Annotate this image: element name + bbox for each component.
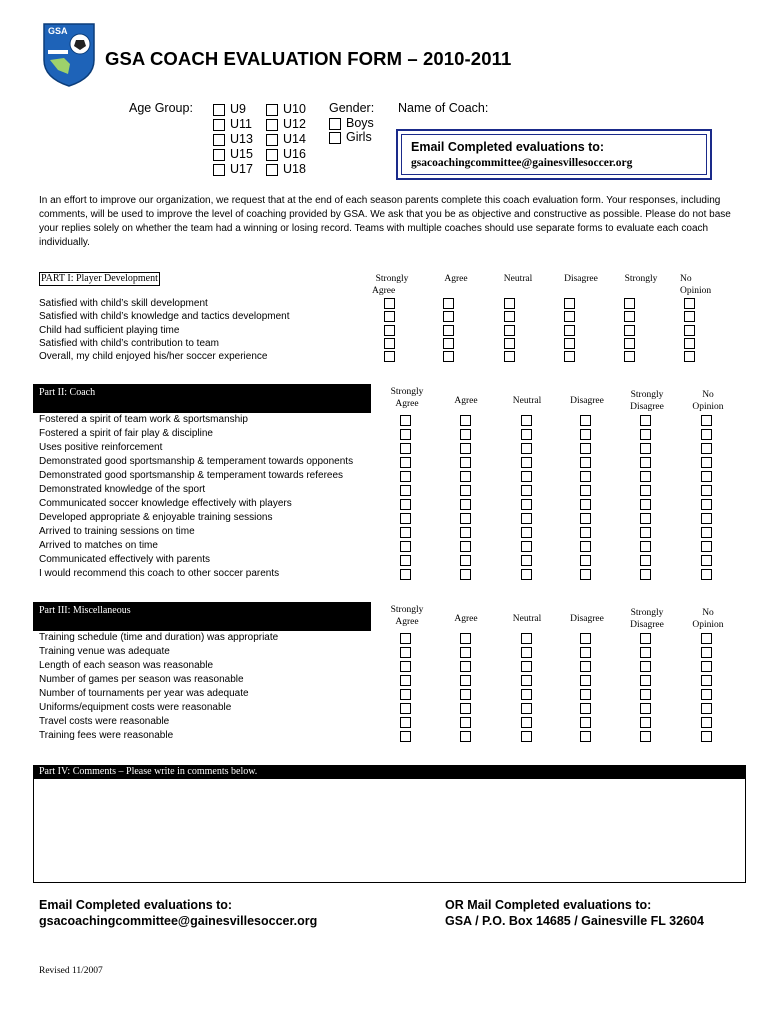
rating-checkbox[interactable] — [521, 457, 532, 468]
part3-col-agree: Agree — [454, 614, 478, 624]
row-label: Developed appropriate & enjoyable training sessions — [39, 512, 273, 523]
rating-checkbox[interactable] — [701, 675, 712, 686]
part1-col-strongly-agree: Strongly Agree — [372, 274, 409, 296]
part3-title: Part III: Miscellaneous — [39, 605, 131, 616]
rating-checkbox[interactable] — [460, 675, 471, 686]
rating-checkbox[interactable] — [564, 351, 575, 362]
part1-title: PART I: Player Development — [41, 273, 158, 284]
rating-checkbox[interactable] — [521, 689, 532, 700]
rating-checkbox[interactable] — [701, 661, 712, 672]
comments-area[interactable] — [33, 779, 746, 883]
rating-checkbox[interactable] — [400, 675, 411, 686]
rating-checkbox[interactable] — [580, 647, 591, 658]
footer-email-title: Email Completed evaluations to: — [39, 898, 233, 912]
rating-checkbox[interactable] — [460, 541, 471, 552]
rating-checkbox[interactable] — [701, 527, 712, 538]
rating-checkbox[interactable] — [580, 429, 591, 440]
rating-checkbox[interactable] — [460, 569, 471, 580]
rating-checkbox[interactable] — [443, 338, 454, 349]
age-group-label: Age Group: — [129, 101, 193, 115]
rating-checkbox[interactable] — [701, 443, 712, 454]
rating-checkbox[interactable] — [521, 569, 532, 580]
intro-paragraph: In an effort to improve our organization, we request that at the end of each season parents complete this coach evaluation form. Your responses, including comments, will be used to improve the level of coaching provided by GSA. We ask that you be as objective and constructive as possible. Please do not base your replies solely on whether the team had a winning or losing record. Teams with multiple coaches should use separate forms to evaluate each coach individually. — [39, 195, 731, 248]
email-box-address[interactable]: gsacoachingcommittee@gainesvillesoccer.org — [411, 157, 633, 169]
rating-checkbox[interactable] — [640, 513, 651, 524]
part3-col-strongly-agree: Strongly Agree — [390, 605, 424, 627]
rating-checkbox[interactable] — [400, 499, 411, 510]
rating-checkbox[interactable] — [521, 527, 532, 538]
rating-checkbox[interactable] — [384, 351, 395, 362]
page-title: GSA COACH EVALUATION FORM – 2010-2011 — [105, 48, 512, 69]
rating-checkbox[interactable] — [580, 661, 591, 672]
row-label: Communicated effectively with parents — [39, 554, 211, 565]
rating-checkbox[interactable] — [684, 338, 695, 349]
rating-checkbox[interactable] — [504, 338, 515, 349]
row-label: Length of each season was reasonable — [39, 660, 214, 671]
rating-checkbox[interactable] — [640, 689, 651, 700]
rating-checkbox[interactable] — [640, 541, 651, 552]
rating-checkbox[interactable] — [400, 633, 411, 644]
rating-checkbox[interactable] — [504, 311, 515, 322]
rating-checkbox[interactable] — [460, 527, 471, 538]
rating-checkbox[interactable] — [521, 513, 532, 524]
row-label: Fostered a spirit of fair play & discipline — [39, 428, 213, 439]
age-group-u15-label: U15 — [230, 147, 253, 161]
age-group-u10-label: U10 — [283, 102, 306, 116]
rating-checkbox[interactable] — [580, 689, 591, 700]
part2-col-neutral: Neutral — [512, 396, 542, 406]
age-group-u18-label: U18 — [283, 162, 306, 176]
age-group-u18-checkbox[interactable] — [266, 164, 278, 176]
age-group-u12-label: U12 — [283, 117, 306, 131]
rating-checkbox[interactable] — [384, 338, 395, 349]
rating-checkbox[interactable] — [640, 731, 651, 742]
rating-checkbox[interactable] — [400, 555, 411, 566]
rating-checkbox[interactable] — [701, 633, 712, 644]
rating-checkbox[interactable] — [443, 311, 454, 322]
age-group-u16-label: U16 — [283, 147, 306, 161]
rating-checkbox[interactable] — [624, 298, 635, 309]
rating-checkbox[interactable] — [580, 527, 591, 538]
rating-checkbox[interactable] — [580, 633, 591, 644]
rating-checkbox[interactable] — [580, 415, 591, 426]
rating-checkbox[interactable] — [460, 443, 471, 454]
rating-checkbox[interactable] — [443, 298, 454, 309]
age-group-u13-label: U13 — [230, 132, 253, 146]
rating-checkbox[interactable] — [460, 485, 471, 496]
part1-col-disagree: Disagree — [564, 274, 598, 284]
row-label: Uniforms/equipment costs were reasonable — [39, 702, 232, 713]
rating-checkbox[interactable] — [400, 689, 411, 700]
row-label: Training schedule (time and duration) was appropriate — [39, 632, 279, 643]
rating-checkbox[interactable] — [640, 415, 651, 426]
rating-checkbox[interactable] — [640, 717, 651, 728]
rating-checkbox[interactable] — [521, 661, 532, 672]
rating-checkbox[interactable] — [504, 351, 515, 362]
rating-checkbox[interactable] — [701, 513, 712, 524]
part1-col-strongly: Strongly — [624, 274, 658, 284]
rating-checkbox[interactable] — [460, 703, 471, 714]
rating-checkbox[interactable] — [580, 457, 591, 468]
rating-checkbox[interactable] — [400, 485, 411, 496]
rating-checkbox[interactable] — [521, 443, 532, 454]
rating-checkbox[interactable] — [684, 351, 695, 362]
rating-checkbox[interactable] — [580, 541, 591, 552]
rating-checkbox[interactable] — [460, 429, 471, 440]
age-group-u14-label: U14 — [283, 132, 306, 146]
rating-checkbox[interactable] — [521, 485, 532, 496]
rating-checkbox[interactable] — [460, 457, 471, 468]
rating-checkbox[interactable] — [400, 647, 411, 658]
rating-checkbox[interactable] — [640, 555, 651, 566]
age-group-u9-label: U9 — [230, 102, 246, 116]
row-label: I would recommend this coach to other soccer parents — [39, 568, 280, 579]
row-label: Demonstrated good sportsmanship & temperament towards referees — [39, 470, 344, 481]
age-group-u14-checkbox[interactable] — [266, 134, 278, 146]
rating-checkbox[interactable] — [684, 298, 695, 309]
email-box — [396, 129, 712, 180]
part3-col-no-opinion: No Opinion — [692, 608, 724, 630]
part1-col-agree: Agree — [444, 274, 468, 284]
gender-girls-label: Girls — [346, 130, 372, 144]
rating-checkbox[interactable] — [580, 717, 591, 728]
revised-date: Revised 11/2007 — [39, 966, 103, 976]
row-label: Fostered a spirit of team work & sportsmanship — [39, 414, 248, 425]
rating-checkbox[interactable] — [521, 703, 532, 714]
age-group-u17-checkbox[interactable] — [213, 164, 225, 176]
rating-checkbox[interactable] — [384, 325, 395, 336]
row-label: Number of tournaments per year was adequate — [39, 688, 249, 699]
rating-checkbox[interactable] — [521, 633, 532, 644]
row-label: Communicated soccer knowledge effectively with players — [39, 498, 292, 509]
rating-checkbox[interactable] — [443, 325, 454, 336]
rating-checkbox[interactable] — [640, 569, 651, 580]
footer-email-address[interactable]: gsacoachingcommittee@gainesvillesoccer.org — [39, 914, 318, 928]
part1-col-no-opinion: No Opinion — [680, 274, 712, 296]
gender-label: Gender: — [329, 101, 375, 115]
gender-boys-checkbox[interactable] — [329, 118, 341, 130]
row-label: Travel costs were reasonable — [39, 716, 170, 727]
age-group-u9-checkbox[interactable] — [213, 104, 225, 116]
row-label: Child had sufficient playing time — [39, 324, 180, 336]
rating-checkbox[interactable] — [624, 338, 635, 349]
rating-checkbox[interactable] — [580, 499, 591, 510]
rating-checkbox[interactable] — [624, 351, 635, 362]
rating-checkbox[interactable] — [640, 429, 651, 440]
part3-col-neutral: Neutral — [512, 614, 542, 624]
rating-checkbox[interactable] — [460, 555, 471, 566]
rating-checkbox[interactable] — [460, 499, 471, 510]
rating-checkbox[interactable] — [521, 429, 532, 440]
row-label: Overall, my child enjoyed his/her soccer experience — [39, 351, 268, 363]
rating-checkbox[interactable] — [400, 661, 411, 672]
part2-col-no-opinion: No Opinion — [692, 390, 724, 412]
rating-checkbox[interactable] — [521, 675, 532, 686]
rating-checkbox[interactable] — [580, 513, 591, 524]
rating-checkbox[interactable] — [640, 633, 651, 644]
rating-checkbox[interactable] — [521, 499, 532, 510]
rating-checkbox[interactable] — [521, 415, 532, 426]
rating-checkbox[interactable] — [400, 443, 411, 454]
part3-col-disagree: Disagree — [570, 614, 604, 624]
age-group-u16-checkbox[interactable] — [266, 149, 278, 161]
rating-checkbox[interactable] — [580, 471, 591, 482]
rating-checkbox[interactable] — [640, 675, 651, 686]
part2-col-strongly-disagree: Strongly Disagree — [630, 390, 664, 412]
row-label: Training venue was adequate — [39, 646, 170, 657]
age-group-u11-checkbox[interactable] — [213, 119, 225, 131]
rating-checkbox[interactable] — [460, 689, 471, 700]
row-label: Training fees were reasonable — [39, 730, 174, 741]
rating-checkbox[interactable] — [640, 443, 651, 454]
logo-text: GSA — [48, 26, 68, 36]
rating-checkbox[interactable] — [701, 717, 712, 728]
rating-checkbox[interactable] — [400, 731, 411, 742]
rating-checkbox[interactable] — [580, 443, 591, 454]
row-label: Satisfied with child’s contribution to team — [39, 337, 219, 349]
rating-checkbox[interactable] — [443, 351, 454, 362]
rating-checkbox[interactable] — [460, 717, 471, 728]
rating-checkbox[interactable] — [701, 485, 712, 496]
part2-col-strongly-agree: Strongly Agree — [390, 387, 424, 409]
rating-checkbox[interactable] — [521, 555, 532, 566]
rating-checkbox[interactable] — [701, 569, 712, 580]
rating-checkbox[interactable] — [460, 513, 471, 524]
part2-col-agree: Agree — [454, 396, 478, 406]
age-group-u13-checkbox[interactable] — [213, 134, 225, 146]
rating-checkbox[interactable] — [701, 731, 712, 742]
rating-checkbox[interactable] — [460, 661, 471, 672]
rating-checkbox[interactable] — [640, 703, 651, 714]
row-label: Arrived to matches on time — [39, 540, 158, 551]
rating-checkbox[interactable] — [521, 647, 532, 658]
rating-checkbox[interactable] — [701, 703, 712, 714]
rating-checkbox[interactable] — [400, 429, 411, 440]
footer-mail-title: OR Mail Completed evaluations to: — [445, 898, 652, 912]
rating-checkbox[interactable] — [580, 555, 591, 566]
row-label: Satisfied with child’s skill development — [39, 298, 208, 309]
rating-checkbox[interactable] — [564, 325, 575, 336]
footer-mail-address: GSA / P.O. Box 14685 / Gainesville FL 32604 — [445, 914, 704, 928]
rating-checkbox[interactable] — [521, 717, 532, 728]
rating-checkbox[interactable] — [564, 298, 575, 309]
rating-checkbox[interactable] — [400, 415, 411, 426]
part1-col-neutral: Neutral — [503, 274, 533, 284]
rating-checkbox[interactable] — [701, 555, 712, 566]
coach-name-label: Name of Coach: — [398, 101, 489, 115]
rating-checkbox[interactable] — [701, 471, 712, 482]
rating-checkbox[interactable] — [460, 731, 471, 742]
age-group-u11-label: U11 — [230, 117, 253, 131]
rating-checkbox[interactable] — [400, 513, 411, 524]
rating-checkbox[interactable] — [580, 731, 591, 742]
row-label: Arrived to training sessions on time — [39, 526, 195, 537]
rating-checkbox[interactable] — [504, 298, 515, 309]
gsa-logo — [40, 20, 98, 88]
rating-checkbox[interactable] — [504, 325, 515, 336]
part2-header-bar — [33, 384, 371, 413]
rating-checkbox[interactable] — [684, 311, 695, 322]
gender-boys-label: Boys — [346, 116, 374, 130]
rating-checkbox[interactable] — [384, 298, 395, 309]
rating-checkbox[interactable] — [640, 457, 651, 468]
rating-checkbox[interactable] — [701, 429, 712, 440]
part4-title: Part IV: Comments – Please write in comments below. — [39, 766, 258, 777]
rating-checkbox[interactable] — [701, 415, 712, 426]
rating-checkbox[interactable] — [460, 647, 471, 658]
age-group-u17-label: U17 — [230, 162, 253, 176]
rating-checkbox[interactable] — [400, 569, 411, 580]
rating-checkbox[interactable] — [580, 569, 591, 580]
row-label: Demonstrated good sportsmanship & temperament towards opponents — [39, 456, 354, 467]
rating-checkbox[interactable] — [701, 647, 712, 658]
rating-checkbox[interactable] — [640, 647, 651, 658]
rating-checkbox[interactable] — [580, 675, 591, 686]
rating-checkbox[interactable] — [400, 457, 411, 468]
age-group-u12-checkbox[interactable] — [266, 119, 278, 131]
age-group-u15-checkbox[interactable] — [213, 149, 225, 161]
rating-checkbox[interactable] — [640, 661, 651, 672]
row-label: Demonstrated knowledge of the sport — [39, 484, 206, 495]
rating-checkbox[interactable] — [580, 703, 591, 714]
row-label: Uses positive reinforcement — [39, 442, 163, 453]
rating-checkbox[interactable] — [460, 633, 471, 644]
part4-header-bar — [33, 765, 746, 779]
gender-girls-checkbox[interactable] — [329, 132, 341, 144]
rating-checkbox[interactable] — [701, 499, 712, 510]
part2-title: Part II: Coach — [39, 387, 96, 398]
rating-checkbox[interactable] — [624, 311, 635, 322]
rating-checkbox[interactable] — [580, 485, 591, 496]
rating-checkbox[interactable] — [640, 485, 651, 496]
rating-checkbox[interactable] — [521, 731, 532, 742]
rating-checkbox[interactable] — [384, 311, 395, 322]
rating-checkbox[interactable] — [624, 325, 635, 336]
row-label: Satisfied with child’s knowledge and tactics development — [39, 311, 290, 323]
rating-checkbox[interactable] — [460, 471, 471, 482]
rating-checkbox[interactable] — [701, 541, 712, 552]
rating-checkbox[interactable] — [400, 471, 411, 482]
rating-checkbox[interactable] — [564, 338, 575, 349]
part3-header-bar — [33, 602, 371, 631]
rating-checkbox[interactable] — [640, 527, 651, 538]
rating-checkbox[interactable] — [640, 499, 651, 510]
rating-checkbox[interactable] — [521, 471, 532, 482]
email-box-title: Email Completed evaluations to: — [411, 140, 605, 154]
part3-col-strongly-disagree: Strongly Disagree — [630, 608, 664, 630]
rating-checkbox[interactable] — [640, 471, 651, 482]
rating-checkbox[interactable] — [564, 311, 575, 322]
rating-checkbox[interactable] — [400, 717, 411, 728]
rating-checkbox[interactable] — [400, 541, 411, 552]
rating-checkbox[interactable] — [460, 415, 471, 426]
rating-checkbox[interactable] — [684, 325, 695, 336]
age-group-u10-checkbox[interactable] — [266, 104, 278, 116]
row-label: Number of games per season was reasonable — [39, 674, 244, 685]
rating-checkbox[interactable] — [400, 703, 411, 714]
part2-col-disagree: Disagree — [570, 396, 604, 406]
rating-checkbox[interactable] — [701, 457, 712, 468]
rating-checkbox[interactable] — [521, 541, 532, 552]
rating-checkbox[interactable] — [701, 689, 712, 700]
rating-checkbox[interactable] — [400, 527, 411, 538]
